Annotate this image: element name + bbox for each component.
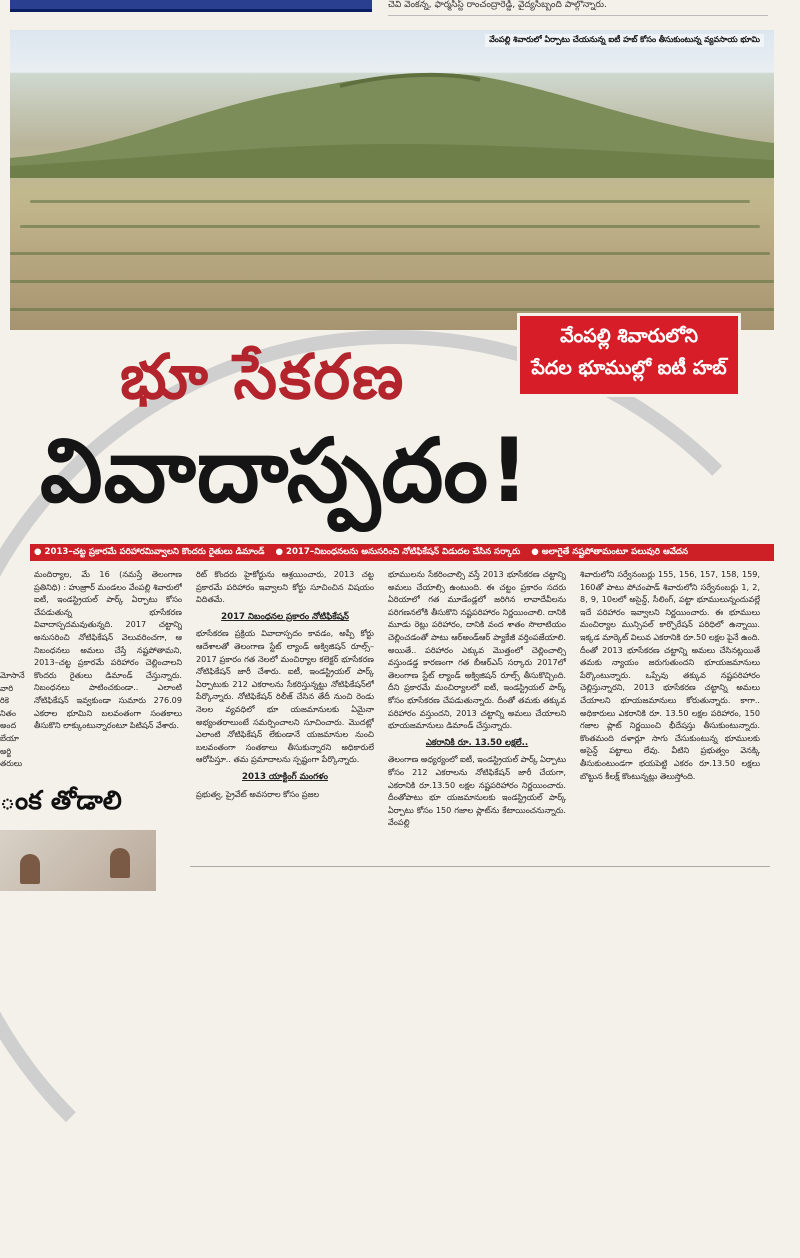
ticker-item: ● అలాగైతే నష్టపోతామంటూ పలువురి ఆవేదన	[531, 547, 689, 557]
article-column-1	[34, 568, 182, 780]
adjacent-line: అర్జి	[0, 746, 12, 756]
hill-illustration	[10, 48, 774, 178]
column-text: శివారులోని సర్వేనంబర్లు 155, 156, 157, 158, 159, 160తో పాటు పోచంపాడ్ శివారులోని సర్వేనంబర్లు 1, 2, 8, 9, 10లలో అసైన్డ్, సీలింగ్, పట్టా భూములున్నందువల్లే ఇదే పరిహారం ఇవ్వాలని నిర్ణయించారు. ఈ భూములు మంచిర్యాల మున్సిపల్ కార్పొరేషన్ పరిధిలో ఉన్నాయి. ఇక్కడ మార్కెట్ విలువ ఎకరానికి రూ.50 లక్షల పైనే ఉంది. దీంతో 2013 భూసేకరణ చట్టాన్ని అమలు చేసినట్లయితే తమకు న్యాయం జరుగుతుందని భూయజమానులు పేర్కొంటున్నారు. ఒప్పేవు తక్కువ నష్టపరిహారం చెల్లిస్తున్నారని, 2013 భూసేకరణ చట్టాన్ని అమలు చేయాలని భూయజమానులు కోరుతున్నారు. కాగా.. అధికారులు ఎకరానికి రూ. 13.50 లక్షల పరిహారం, 150 గజాల ప్లాట్ నిర్ణయించి భీదేషస్తు తీసుకుంటున్నారు. కొంతమంది దళార్లూ సాగు చేసుకుంటున్న భూములకు అసైన్డ్ పట్టాలు లేవు. వీటిని ప్రభుత్వం వెన‌క్కి తీసుకుంటుండగా భయపెట్టి ఎకరం రూ.13.50 లక్షలు బొట్టున కీలక్ష్‌ కొంటున్నట్లు తెలుస్తోంది.	[580, 569, 760, 781]
crop-row	[10, 308, 774, 311]
person-figure	[20, 854, 40, 884]
headline-top: భూ సేకరణ	[120, 340, 406, 413]
ticker-item: ● 2013–చట్ట ప్రకారమే పరిహారమివ్వాలని కొందరు రైతులు డిమాండ్	[34, 547, 265, 557]
adjacent-story-text	[0, 670, 30, 771]
crop-row	[10, 252, 770, 255]
highlights-ticker	[30, 544, 774, 561]
adjacent-line: నితం	[0, 708, 16, 718]
photo-caption: వేంపల్లి శివారులో ఏర్పాటు చేయనున్న ఐటీ హబ్ కోసం తీసుకుంటున్న వ్యవసాయ భూమి	[485, 34, 764, 47]
farmland-photo	[10, 30, 774, 330]
crop-row	[20, 225, 760, 228]
headline-main: వివాదాస్పదం!	[40, 419, 531, 522]
article-column-3	[388, 568, 566, 858]
column-text: ప్రభుత్వ, ప్రైవేట్ అవసరాల కోసం ప్రజల	[196, 788, 320, 799]
column-text: రిట్ కొందరు హైకోర్టును ఆశ్రయించారు, 2013 చట్ట ప్రకారమే పరిహారం ఇవ్వాలని కోర్టు సూచించిన విషయం విదితమే.	[196, 569, 374, 605]
adjacent-line: తరులు	[0, 759, 23, 769]
column-text: భూసేకరణ ప్రక్రియ వివాదాస్పదం కావడం, అప్పీ కోర్టు ఆదేశాలతో తెలంగాణ స్టేట్ ల్యాండ్ అక్విజిషన్ రూల్స్–2017 ప్రకారం గత నెలలో మంచిర్యాల కలెక్టర్ భూసేకరణ నోటిఫికేషన్ జారీ చేశారు. ఐటీ, ఇండస్ట్రియల్ పార్క్ ఏర్పాటుకు 212 ఎకరాలను సేకరిస్తున్నట్టు నోటిఫికేషన్‌లో పేర్కొన్నారు. నోటిఫికేషన్ రిలీజ్ చేసిన తేదీ నుంచి రెండు నెలల వ్యవధిలో భూ యజమానులకు ఏమైనా అభ్యంతరాలుంటే సమర్పించాలని సూచించారు. మొదట్లో ఎలాంటి నోటిఫికేషన్ లేకుండానే యజమానుల నుంచి బలవంతంగా సంతకాలు తీసుకున్నారని అధికారులే ఆరోపిస్తూ.. తమ ప్రమాదాలను స్పష్టంగా పేర్కొన్నారు.	[196, 628, 374, 765]
adjacent-line: రికె	[0, 696, 9, 706]
divider	[190, 866, 770, 867]
article-column-4	[580, 568, 760, 813]
adjacent-line: బేయా	[0, 733, 19, 743]
kicker-line-1: వేంపల్లి శివారులోని	[560, 325, 698, 347]
previous-story-caption: చెవి వెంకన్న, ఫార్మసిస్ట్ రాంచంద్రారెడ్డి, వైద్యసిబ్బంది పాల్గొన్నారు.	[388, 0, 607, 10]
adjacent-line: వారి	[0, 683, 14, 693]
article-column-2	[196, 568, 374, 848]
adjacent-headline: ంక తోడాలి	[0, 786, 122, 816]
column-text: తెలంగాణ అధ్యర్యంలో ఐటీ, ఇండస్ట్రియల్ పార్క్ ఏర్పాటు కోసం 212 ఎకరాలను నోటిఫికేషన్ జారీ చేయగా, ఎకరానికి రూ.13.50 లక్షల నష్టపరిహారం నిర్ణయించారు. దీంతోపాటు భూ యజమానులకు ఇండస్ట్రియల్ పార్క్ ఏర్పాటు కోసం 150 గజాల ప్లాట్‌ను కేటాయించనున్నారు. వేంపల్లి	[388, 754, 566, 828]
adjacent-photo	[0, 830, 156, 891]
crop-row	[30, 200, 750, 203]
subheading: ఎకరానికి రూ. 13.50 లక్షలే..	[425, 737, 529, 748]
crop-row	[10, 280, 774, 283]
adjacent-line: మోసానే	[0, 671, 25, 680]
subheading: 2013 యాక్టింగ్ మంగళం	[242, 771, 328, 782]
previous-story-banner	[10, 0, 372, 12]
column-text: మందిర్యాల, మే 16 (నమస్తే తెలంగాణ ప్రతినిధి) : హుజ్రుార్ మండలం వేంపల్లి శివారులో ఐటీ, ఇండస్ట్రియల్ పార్క్ ఏర్పాటు కోసం చేపడుతున్న భూసేకరణ వివాదాస్పదమవుతున్నది. 2017 చట్టాన్ని అనుసరించి నోటిఫికేషన్ వెలువరించగా, ఆ నిబంధనలు అమలు చేస్తే నష్టపోతామని, 2013–చట్ట ప్రకారమే పరిహారం చెల్లించాలని కొందరు రైతులు డిమాండ్ చేస్తున్నారు. నిబంధనలు పాటించకుండా.. ఎలాంటి నోటిఫికేషన్ ఇవ్వకుండా సుమారు 276.09 ఎకరాల భూమిని బలవంతంగా సంతకాలు తీసుకొని లాక్కుంటున్నారంటూ పిటిషన్ వేశారు.	[34, 569, 182, 731]
subheading: 2017 నిబంధనల ప్రకారం నోటిఫికేషన్	[221, 611, 349, 622]
column-text: భూములను సేకరించాల్సి వస్తే 2013 భూసేకరణ చట్టాన్ని అమలు చేయాల్సి ఉంటుంది. ఈ చట్టం ప్రకారం సదరు ఏరియాలో గత మూడేండ్లలో జరిగిన లావాదేవీలను పరిగణనలోకి తీసుకొని నష్టపరిహారం నిర్ణయించాలి. దానికి మూడు రెట్లు పరిహారం, దానికి వంద శాతం సొలాటియం చెల్లించడంతో పాటు ఆర్‌అండ్‌ఆర్ ప్యాకేజీ వర్తింపజేయాలి. అయితే.. పరిహారం ఎక్కువ మొత్తంలో చెల్లించాల్సి వస్తుండడ్డ కారణంగా గత బీఆర్‌ఎస్ సర్కారు 2017లో తెలంగాణ స్టేట్ ల్యాండ్ అక్విజిషన్ రూల్స్ తీసుకొచ్చింది. దీని ప్రకారమే మంచిర్యాలలో ఐటీ, ఇండస్ట్రియల్ పార్క్ కోసం భూసేకరణ చేపడుతున్నారు. దీంతో తమకు తక్కువ పరిహారం వస్తుందని, 2013 చట్టాన్ని అమలు చేయాలని భూయజమానులు డిమాండ్ చేస్తున్నారు.	[388, 569, 566, 731]
kicker-line-2: పేదల భూముల్లో ఐటీ హబ్	[531, 357, 727, 379]
adjacent-line: అంద	[0, 721, 17, 731]
divider	[388, 15, 768, 16]
kicker-box	[520, 316, 738, 394]
ticker-item: ● 2017–నిబంధనలను అనుసరించి నోటిఫికేషన్ విడుదల చేసిన సర్కారు	[275, 547, 521, 557]
person-figure	[110, 848, 130, 878]
